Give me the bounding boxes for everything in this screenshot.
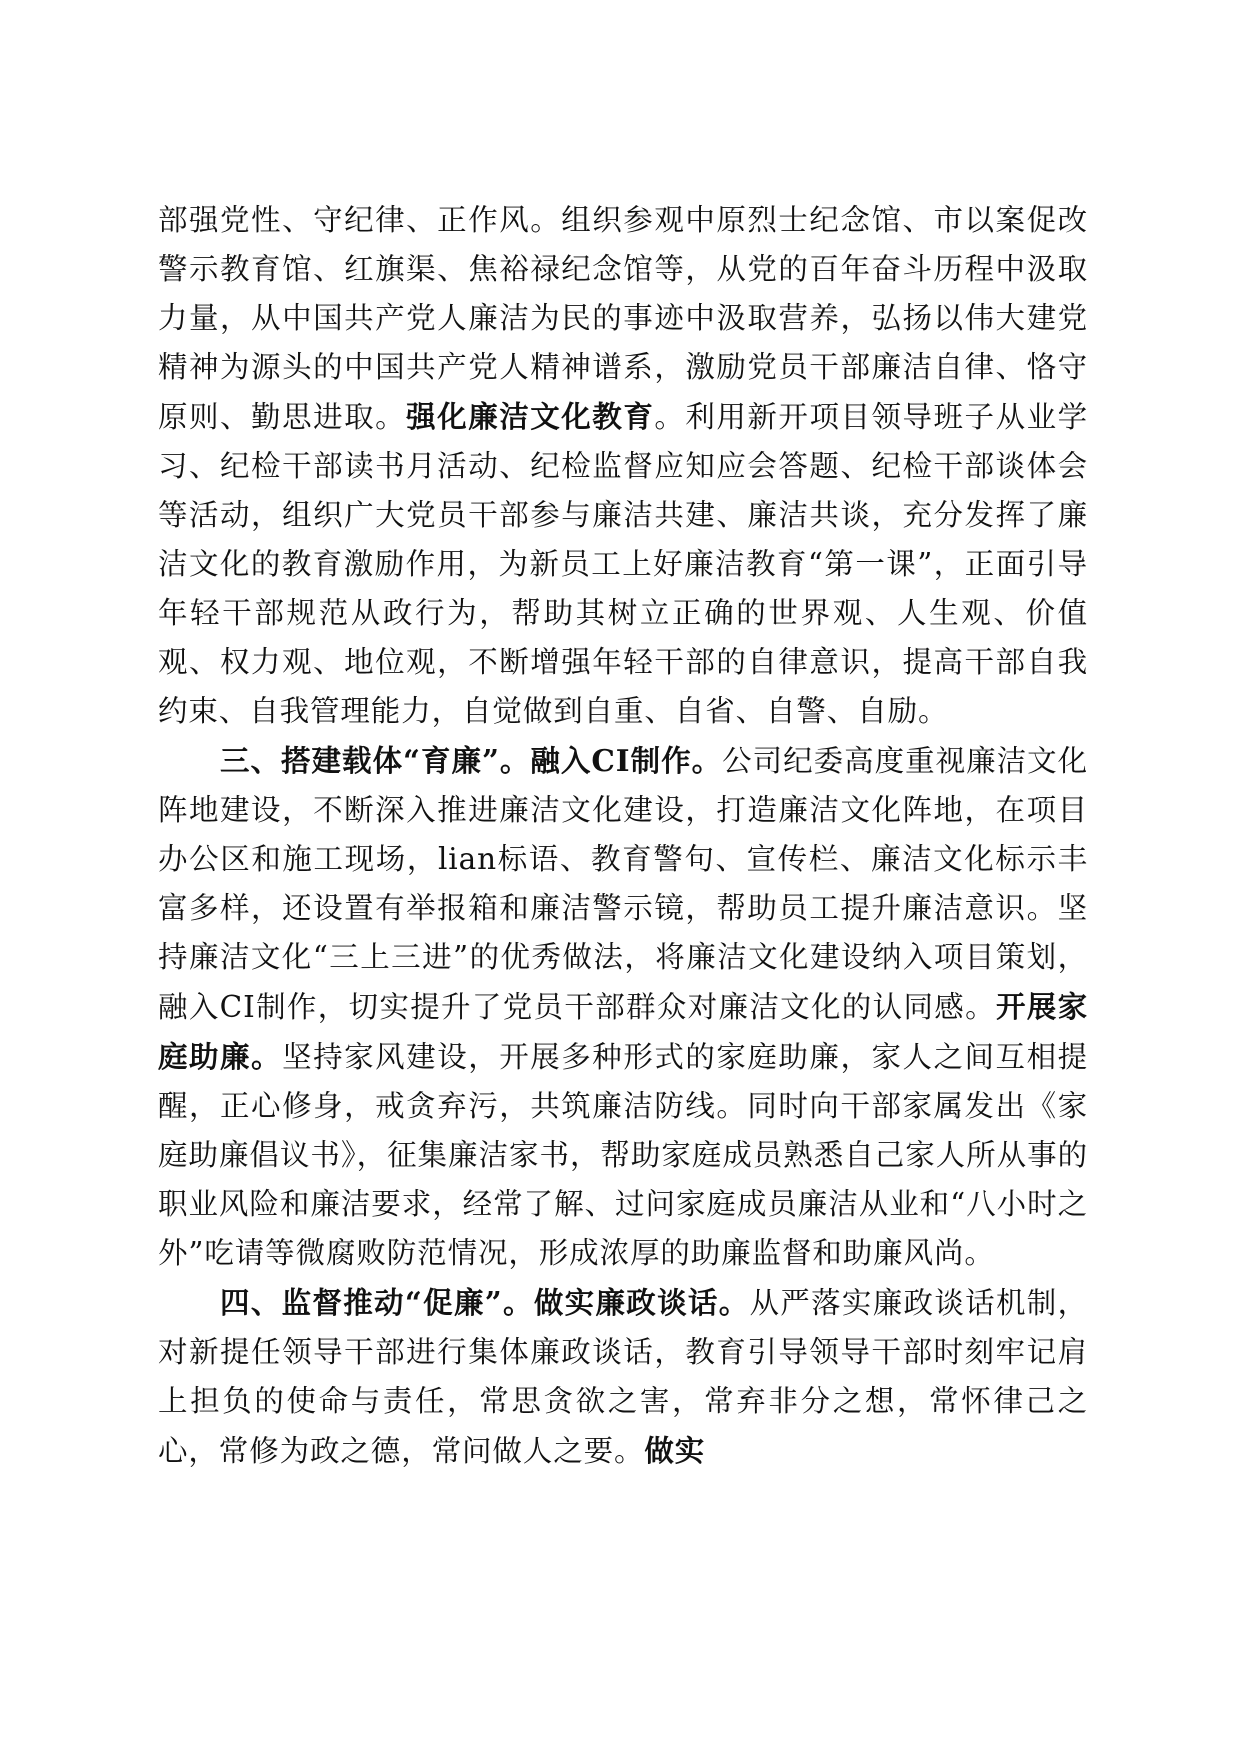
bold-heading: 开展家庭助廉。 [158, 989, 1088, 1074]
text-run: 坚持家风建设，开展多种形式的家庭助廉，家人之间互相提醒，正心修身，戒贪弃污，共筑廉洁防线。同时向干部家属发出《家庭助廉倡议书》，征集廉洁家书，帮助家庭成员熟悉自己家人所从事的职业风险和廉洁要求，经常了解、过问家庭成员廉洁从业和“八小时之外”吃请等微腐败防范情况，形成浓厚的助廉监督和助廉风尚。 [158, 1040, 1088, 1270]
bold-heading: 强化廉洁文化教育 [406, 399, 655, 434]
text-run: 。利用新开项目领导班子从业学习、纪检干部读书月活动、纪检监督应知应会答题、纪检干部谈体会等活动，组织广大党员干部参与廉洁共建、廉洁共谈，充分发挥了廉洁文化的教育激励作用，为新员工上好廉洁教育“第一课”，正面引导年轻干部规范从政行为，帮助其树立正确的世界观、人生观、价值观、权力观、地位观，不断增强年轻干部的自律意识，提高干部自我约束、自我管理能力，自觉做到自重、自省、自警、自励。 [158, 400, 1089, 728]
document-page [158, 196, 1088, 1476]
section-heading: 三、搭建载体“育廉”。融入CI制作。 [220, 743, 723, 778]
paragraph [158, 1278, 1088, 1476]
text-run: 从严落实廉政谈话机制，对新提任领导干部进行集体廉政谈话，教育引导领导干部时刻牢记肩上担负的使命与责任，常思贪欲之害，常弃非分之想，常怀律己之心，常修为政之德，常问做人之要。 [158, 1286, 1088, 1468]
text-run: 部强党性、守纪律、正作风。组织参观中原烈士纪念馆、市以案促改警示教育馆、红旗渠、焦裕禄纪念馆等，从党的百年奋斗历程中汲取力量，从中国共产党人廉洁为民的事迹中汲取营养，弘扬以伟大建党精神为源头的中国共产党人精神谱系，激励党员干部廉洁自律、恪守原则、勤思进取。 [158, 203, 1088, 434]
bold-heading: 做实 [644, 1433, 706, 1468]
section-heading: 四、监督推动“促廉”。做实廉政谈话。 [220, 1285, 750, 1320]
text-run: 公司纪委高度重视廉洁文化阵地建设，不断深入推进廉洁文化建设，打造廉洁文化阵地，在项目办公区和施工现场，lian标语、教育警句、宣传栏、廉洁文化标示丰富多样，还设置有举报箱和廉洁警示镜，帮助员工提升廉洁意识。坚持廉洁文化“三上三进”的优秀做法，将廉洁文化建设纳入项目策划，融入CI制作，切实提升了党员干部群众对廉洁文化的认同感。 [158, 744, 1088, 1024]
paragraph [158, 196, 1088, 736]
paragraph [158, 736, 1088, 1278]
